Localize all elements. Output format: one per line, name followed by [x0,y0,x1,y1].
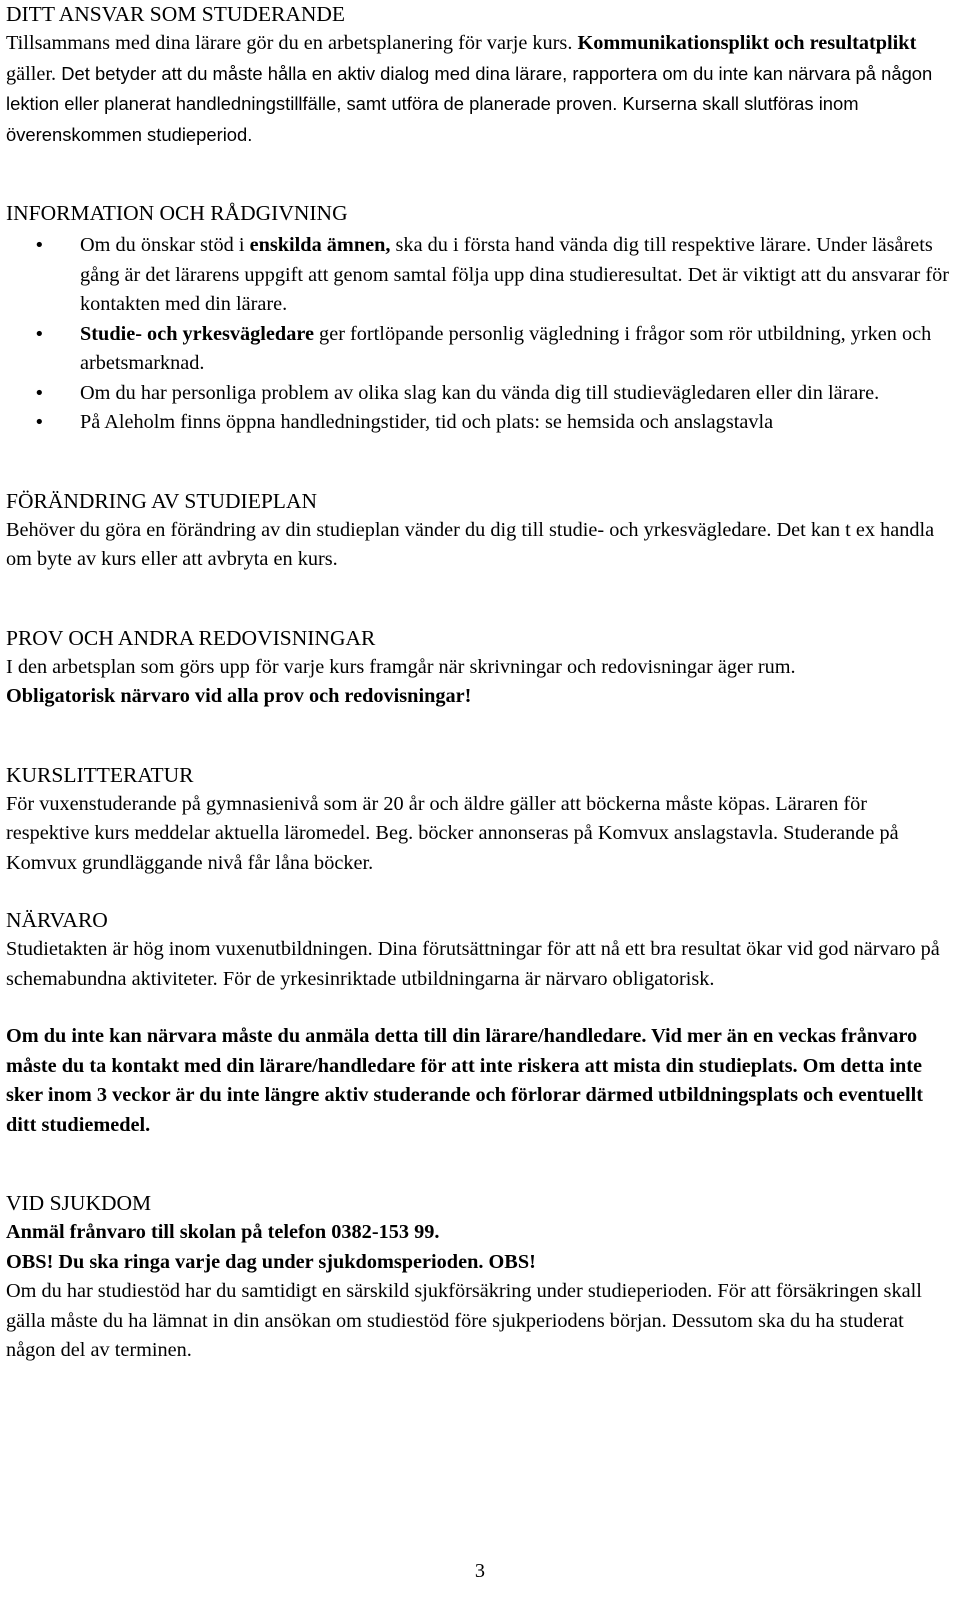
text-run-sans: Det betyder att du måste hålla en aktiv dialog med dina lärare, rapportera om du inte kan närvara på någon lektion eller planerat handledningstillfälle, samt utföra de planerade proven. Kurserna skall slutföras inom överenskommen studieperiod. [6,62,933,145]
section-paragraph: I den arbetsplan som görs upp för varje kurs framgår när skrivningar och redovisningar äger rum. [6,655,796,678]
document-body [6,0,952,1366]
text-run: ska du i första hand vända dig till respektive lärare. Under läsårets gång är det lärarens uppgift att genom samtal följa upp dina studieresultat. Det är viktigt att du ansvarar för kontakten med din lärare. [80,234,950,315]
section-heading: VID SJUKDOM [6,1191,152,1215]
section-narvaro [6,906,952,1140]
section-ditt-ansvar [6,0,952,150]
bullet-list [6,231,952,438]
list-item [6,231,952,320]
section-paragraph [6,29,952,150]
list-item [6,320,952,379]
bold-paragraph: Om du inte kan närvara måste du anmäla detta till din lärare/handledare. Vid mer än en veckas frånvaro måste du ta kontakt med din lärare/handledare för att inte riskera att mista din studieplats. Om detta inte sker inom 3 veckor är du inte längre aktiv studerande och förlorar därmed utbildningsplats och eventuellt ditt studiemedel. [6,1025,924,1136]
list-item: • På Aleholm finns öppna handledningstider, tid och plats: se hemsida och anslagstavla [6,408,952,438]
section-paragraph: För vuxenstuderande på gymnasienivå som är 20 år och äldre gäller att böckerna måste köpas. Läraren för respektive kurs meddelar aktuella läromedel. Beg. böcker annonseras på Komvux anslagstavla. Studerande på Komvux grundläggande nivå får låna böcker. [6,792,899,874]
list-item: • Om du har personliga problem av olika slag kan du vända dig till studievägledaren eller din lärare. [6,379,952,409]
page-number: 3 [474,1560,486,1582]
section-heading: KURSLITTERATUR [6,762,194,787]
section-kurslitteratur [6,761,952,879]
section-heading: NÄRVARO [6,908,108,932]
section-paragraph: Studietakten är hög inom vuxenutbildningen. Dina förutsättningar för att nå ett bra resultat ökar vid god närvaro på schemabundna aktiviteter. För de yrkesinriktade utbildningarna är närvaro obligatorisk. [6,938,940,990]
bold-text-run: Studie- och yrkesvägledare [80,322,314,345]
section-information [6,199,952,438]
bold-text-run: enskilda ämnen, [249,234,391,256]
bold-text-run: Kommunikationsplikt och resultatplikt [577,32,917,54]
section-prov [6,624,952,712]
section-forandring [6,487,952,575]
section-paragraph: Behöver du göra en förändring av din studieplan vänder du dig till studie- och yrkesvägledare. Det kan t ex handla om byte av kurs eller att avbryta en kurs. [6,518,935,570]
section-heading: INFORMATION OCH RÅDGIVNING [6,201,348,225]
bold-paragraph: Anmäl frånvaro till skolan på telefon 0382-153 99. [6,1221,440,1243]
text-run: Tillsammans med dina lärare gör du en arbetsplanering för varje kurs. [6,32,578,54]
text-run: Om du önskar stöd i [80,234,250,256]
section-heading: PROV OCH ANDRA REDOVISNINGAR [6,625,376,650]
text-run: ger fortlöpande personlig vägledning i frågor som rör utbildning, yrken och arbetsmarknad. [80,322,932,374]
text-run: gäller. [6,62,57,85]
section-paragraph: Om du har studiestöd har du samtidigt en särskild sjukförsäkring under studieperioden. För att försäkringen skall gälla måste du ha lämnat in din ansökan om studiestöd före sjukperiodens början. Dessutom ska du ha studerat någon del av terminen. [6,1280,922,1361]
bold-paragraph: Obligatorisk närvaro vid alla prov och redovisningar! [6,685,472,707]
section-heading: DITT ANSVAR SOM STUDERANDE [6,2,346,26]
section-heading: FÖRÄNDRING AV STUDIEPLAN [6,488,317,513]
bold-paragraph: OBS! Du ska ringa varje dag under sjukdomsperioden. OBS! [6,1250,536,1273]
section-vid-sjukdom [6,1189,952,1366]
